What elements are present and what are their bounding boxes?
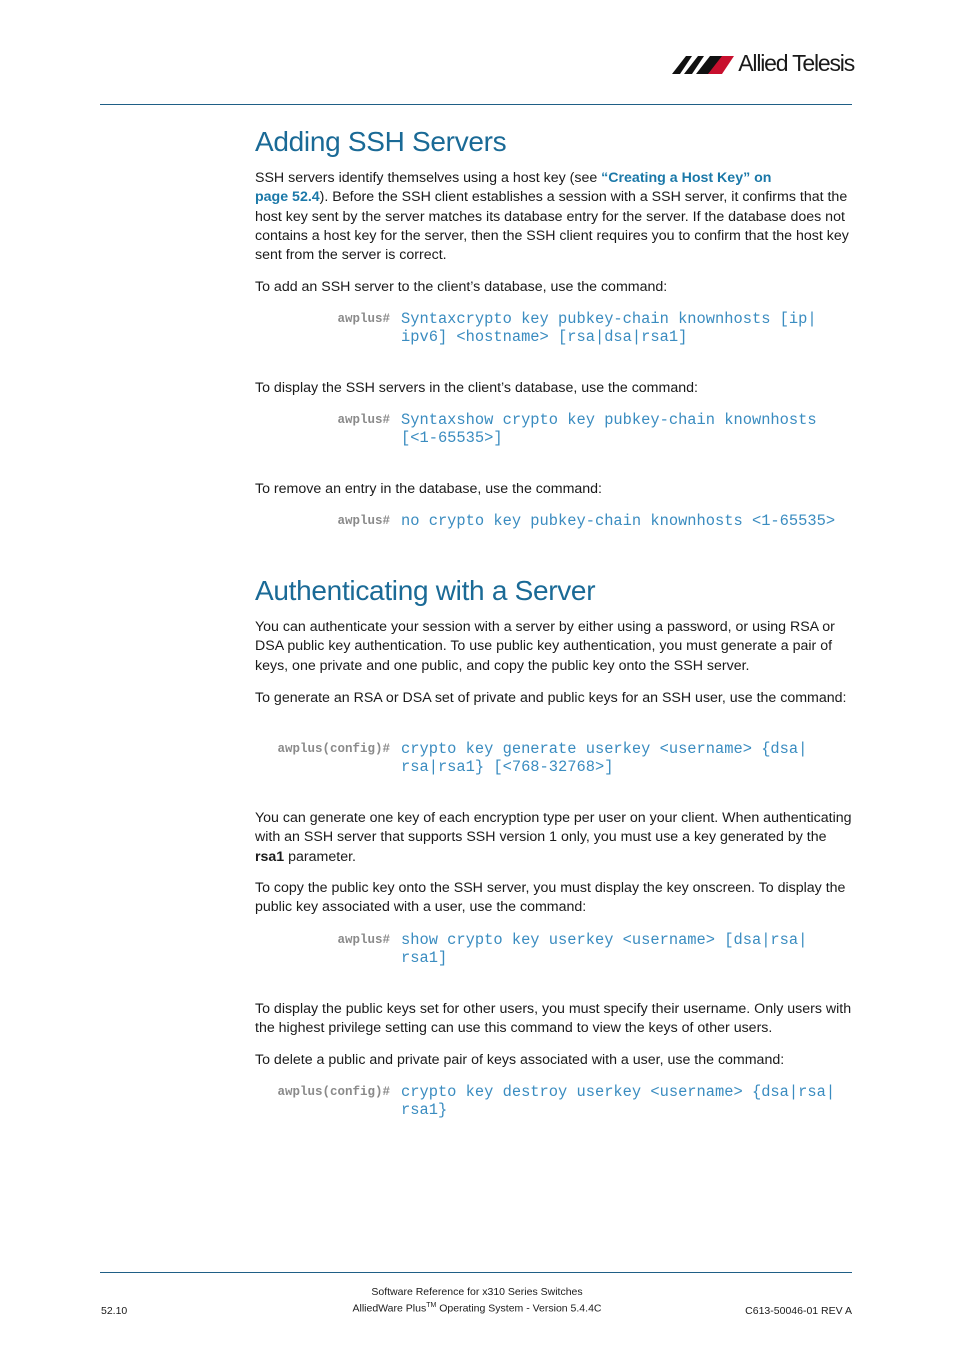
allied-telesis-logo-mark-icon bbox=[672, 53, 734, 75]
paragraph-display-servers: To display the SSH servers in the client’s database, use the command: bbox=[255, 380, 698, 396]
cross-reference-link[interactable]: “Creating a Host Key” on bbox=[601, 170, 772, 186]
text: parameter. bbox=[284, 848, 356, 865]
footer-title: Software Reference for x310 Series Switches bbox=[371, 1286, 583, 1298]
paragraph-other-users-keys: To display the public keys set for other users, you must specify their username. Only users with the highest privilege setting can use this command to view the keys of other users. bbox=[255, 1001, 852, 1037]
paragraph-remove-entry: To remove an entry in the database, use the command: bbox=[255, 481, 603, 497]
document-id: C613-50046-01 REV A bbox=[745, 1305, 852, 1317]
command-syntax: no crypto key pubkey-chain knownhosts <1-65535> bbox=[401, 512, 836, 530]
command-prompt: awplus(config)# bbox=[277, 742, 390, 756]
command-prompt: awplus# bbox=[337, 312, 390, 326]
command-prompt: awplus# bbox=[337, 933, 390, 947]
logo-wordmark: Allied Telesis bbox=[738, 50, 854, 76]
command-syntax: show crypto key userkey <username> [dsa|rsa| rsa1] bbox=[401, 931, 808, 967]
cross-reference-link-page[interactable]: page 52.4 bbox=[255, 189, 320, 206]
header-rule bbox=[100, 104, 852, 105]
company-logo bbox=[672, 50, 854, 77]
paragraph-authenticate: You can authenticate your session with a server by either using a password, or using RSA or DSA public key authentication. To use public key authentication, you must generate a pair of keys, one private and one public, and copy the public key onto the SSH server. bbox=[255, 619, 835, 674]
paragraph-generate-keys: To generate an RSA or DSA set of private and public keys for an SSH user, use the command: bbox=[255, 690, 847, 706]
parameter-name: rsa1 bbox=[255, 848, 285, 865]
text: ). Before the SSH client establishes a session with a SSH server, it confirms that the host key sent by the server matches its database entry for the server. If the database does not contains a host key for the server, then the SSH client requires you to confirm that the host key sent from the server is correct. bbox=[255, 189, 849, 264]
text: You can generate one key of each encryption type per user on your client. When authenticating with an SSH server that supports SSH version 1 only, you must use a key generated by the bbox=[255, 810, 852, 846]
product-name: AlliedWare Plus bbox=[352, 1302, 427, 1315]
command-syntax: Syntaxshow crypto key pubkey-chain knownhosts [<1-65535>] bbox=[401, 411, 817, 447]
paragraph-host-key bbox=[255, 169, 855, 265]
os-version: Operating System - Version 5.4.4C bbox=[436, 1302, 602, 1315]
section-title-authenticating-with-server: Authenticating with a Server bbox=[255, 575, 596, 606]
trademark: TM bbox=[426, 1302, 437, 1309]
command-syntax: crypto key destroy userkey <username> {dsa|rsa| rsa1} bbox=[401, 1083, 836, 1119]
paragraph-copy-public-key: To copy the public key onto the SSH server, you must display the key onscreen. To display the public key associated with a user, use the command: bbox=[255, 880, 846, 916]
paragraph-delete-keys: To delete a public and private pair of keys associated with a user, use the command: bbox=[255, 1052, 785, 1068]
command-syntax: crypto key generate userkey <username> {dsa| rsa|rsa1} [<768-32768>] bbox=[401, 740, 808, 776]
paragraph-add-server: To add an SSH server to the client’s database, use the command: bbox=[255, 279, 668, 295]
command-prompt: awplus# bbox=[337, 413, 390, 427]
page-number: 52.10 bbox=[101, 1305, 128, 1317]
command-prompt: awplus# bbox=[337, 514, 390, 528]
paragraph-one-key-per-type bbox=[255, 809, 855, 867]
command-syntax: Syntaxcrypto key pubkey-chain knownhosts [ip| ipv6] <hostname> [rsa|dsa|rsa1] bbox=[401, 310, 817, 346]
text: SSH servers identify themselves using a host key (see bbox=[255, 170, 602, 186]
command-prompt: awplus(config)# bbox=[277, 1085, 390, 1099]
footer-rule bbox=[100, 1272, 852, 1273]
section-title-adding-ssh-servers: Adding SSH Servers bbox=[255, 126, 507, 157]
